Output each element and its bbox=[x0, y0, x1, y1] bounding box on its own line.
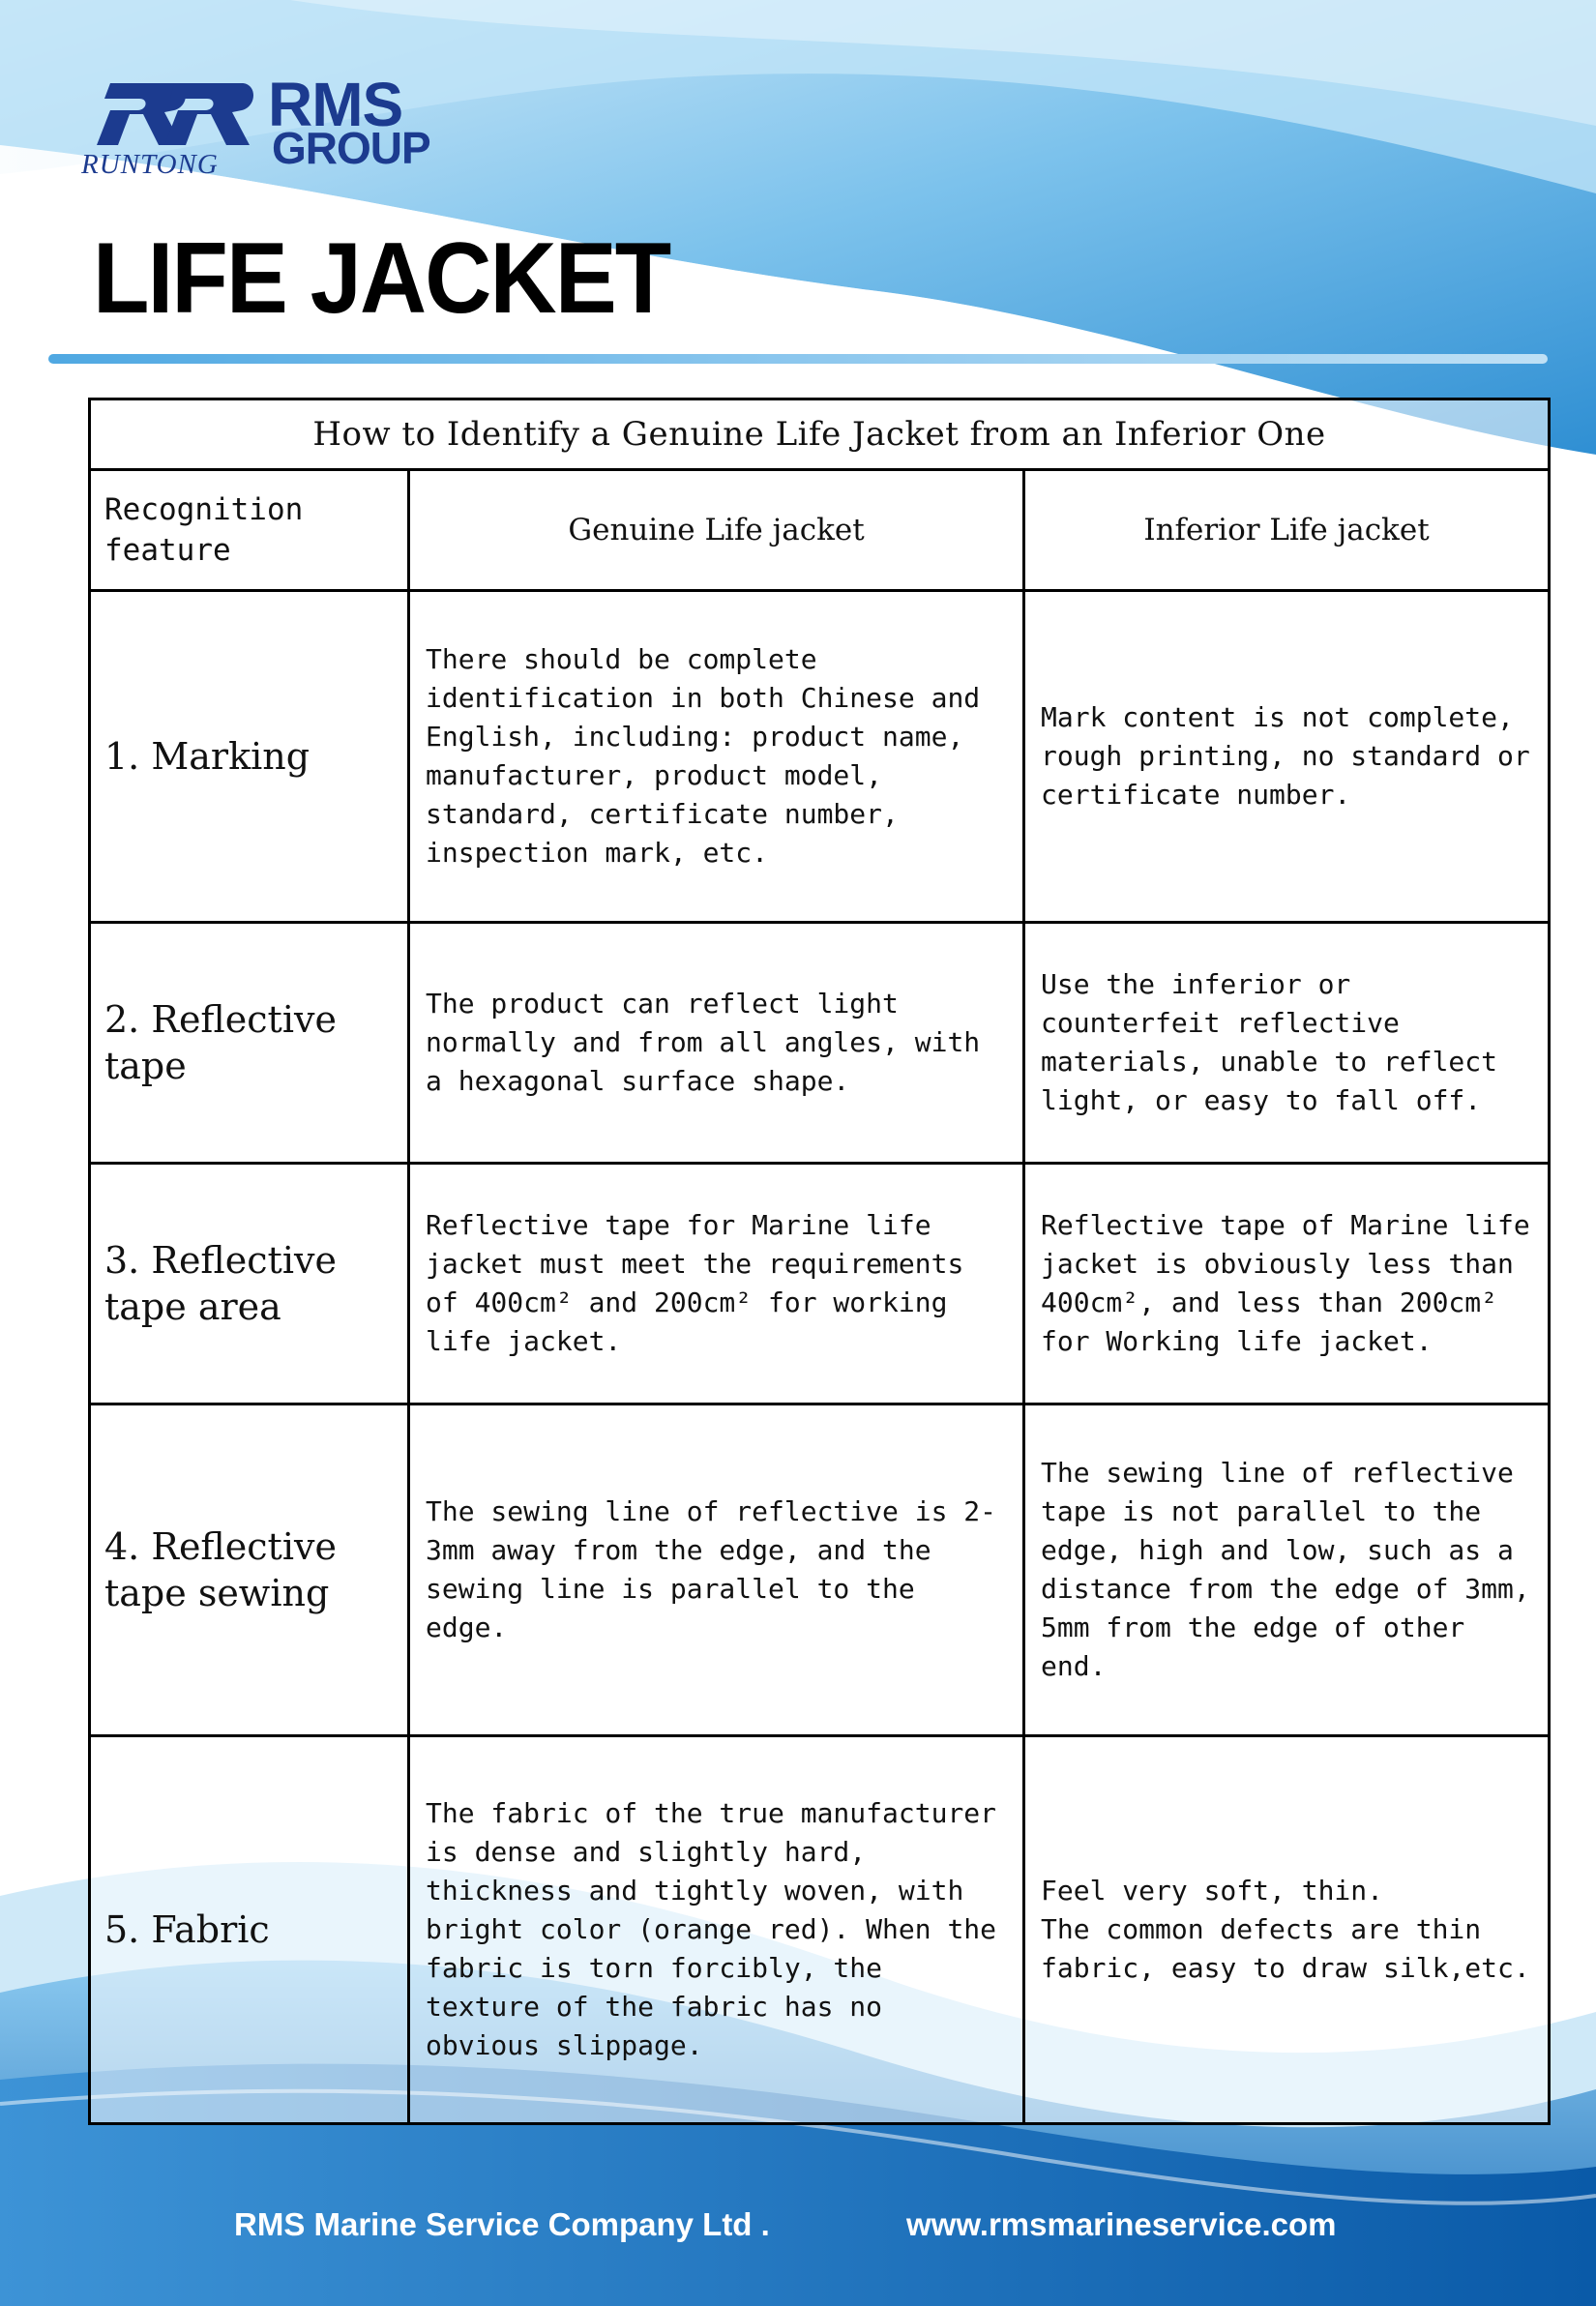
genuine-cell: There should be complete identification in both Chinese and English, including: product name, manufacturer, product model, standard, certificate number, inspection mark, etc. bbox=[409, 591, 1024, 923]
table-row bbox=[90, 923, 1550, 1164]
feature-cell: 2. Reflective tape bbox=[90, 923, 409, 1164]
header-genuine: Genuine Life jacket bbox=[409, 470, 1024, 591]
genuine-cell: The fabric of the true manufacturer is dense and slightly hard, thickness and tightly woven, with bright color (orange red). When the fabric is torn forcibly, the texture of the fabric has no obvious slippage. bbox=[409, 1736, 1024, 2124]
page-title: LIFE JACKET bbox=[93, 222, 670, 335]
inferior-line: The common defects are thin fabric, easy to draw silk,etc. bbox=[1041, 1913, 1530, 1984]
comparison-table bbox=[88, 398, 1551, 2125]
inferior-cell: Reflective tape of Marine life jacket is obviously less than 400cm², and less than 200cm² for Working life jacket. bbox=[1024, 1164, 1550, 1404]
header-inferior: Inferior Life jacket bbox=[1024, 470, 1550, 591]
feature-cell: 1. Marking bbox=[90, 591, 409, 923]
footer-website[interactable]: www.rmsmarineservice.com bbox=[906, 2206, 1337, 2242]
feature-cell: 3. Reflective tape area bbox=[90, 1164, 409, 1404]
genuine-cell: The product can reflect light normally and from all angles, with a hexagonal surface shape. bbox=[409, 923, 1024, 1164]
logo-runtong: RUNTONG bbox=[81, 149, 219, 180]
header-recognition-feature: Recognition feature bbox=[90, 470, 409, 591]
footer-company: RMS Marine Service Company Ltd . bbox=[234, 2206, 770, 2242]
inferior-cell bbox=[1024, 1736, 1550, 2124]
table-row bbox=[90, 1164, 1550, 1404]
inferior-line: Feel very soft, thin. bbox=[1041, 1875, 1384, 1907]
genuine-cell: Reflective tape for Marine life jacket must meet the requirements of 400cm² and 200cm² for working life jacket. bbox=[409, 1164, 1024, 1404]
genuine-cell: The sewing line of reflective is 2-3mm away from the edge, and the sewing line is parallel to the edge. bbox=[409, 1404, 1024, 1736]
title-divider bbox=[48, 354, 1548, 364]
feature-cell: 4. Reflective tape sewing bbox=[90, 1404, 409, 1736]
rr-logo-icon bbox=[81, 77, 255, 151]
table-caption-row bbox=[90, 399, 1550, 470]
table-caption: How to Identify a Genuine Life Jacket from an Inferior One bbox=[90, 399, 1550, 470]
table-row bbox=[90, 1736, 1550, 2124]
inferior-cell: The sewing line of reflective tape is not parallel to the edge, high and low, such as a distance from the edge of 3mm, 5mm from the edge of other end. bbox=[1024, 1404, 1550, 1736]
logo-group: GROUP bbox=[272, 123, 430, 173]
company-logo bbox=[81, 70, 468, 184]
table-header-row bbox=[90, 470, 1550, 591]
inferior-cell: Use the inferior or counterfeit reflective materials, unable to reflect light, or easy to fall off. bbox=[1024, 923, 1550, 1164]
inferior-cell: Mark content is not complete, rough printing, no standard or certificate number. bbox=[1024, 591, 1550, 923]
table-row bbox=[90, 591, 1550, 923]
logo-rms: RMS bbox=[268, 70, 403, 139]
feature-cell: 5. Fabric bbox=[90, 1736, 409, 2124]
table-row bbox=[90, 1404, 1550, 1736]
